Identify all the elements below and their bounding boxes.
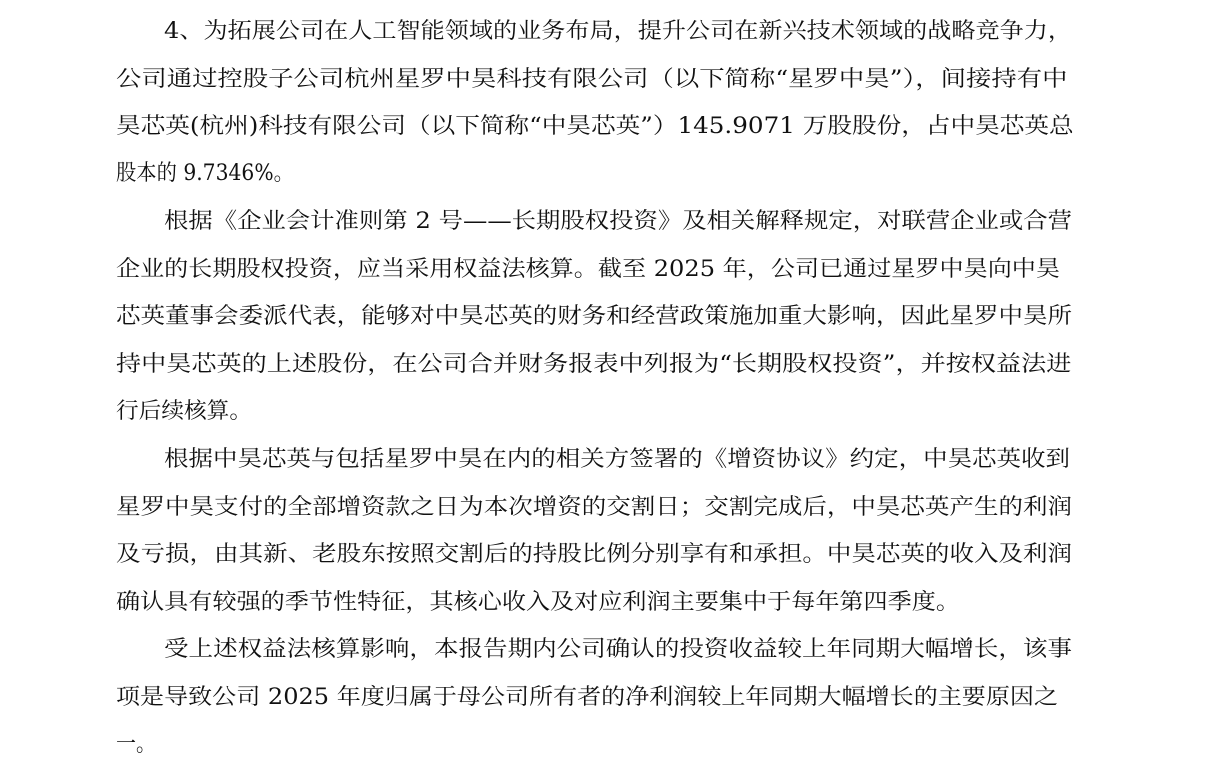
paragraph-3-line-4 [0,583,1207,623]
paragraph-3-line-4-text: 确认具有较强的季节性特征，其核心收入及对应利润主要集中于每年第四季度。 [116,590,961,615]
paragraph-4-line-1 [0,630,1207,670]
paragraph-3-line-1-text: 根据中昊芯英与包括星罗中昊在内的相关方签署的《增资协议》约定，中昊芯英收到 [164,447,1071,472]
paragraph-2-line-1 [0,202,1207,242]
paragraph-1-line-2 [0,60,1207,100]
paragraph-1-line-3 [0,107,1207,147]
paragraph-4-line-2 [0,678,1207,718]
paragraph-2-line-3-text: 芯英董事会委派代表，能够对中昊芯英的财务和经营政策施加重大影响，因此星罗中昊所 [116,304,1073,329]
paragraph-3-line-2 [0,488,1207,528]
paragraph-4-line-2-text: 项是导致公司 2025 年度归属于母公司所有者的净利润较上年同期大幅增长的主要原因之 [116,685,1058,710]
paragraph-2-line-2 [0,250,1207,290]
paragraph-1-line-1 [0,12,1207,52]
paragraph-2-line-2-text: 企业的长期股权投资，应当采用权益法核算。截至 2025 年，公司已通过星罗中昊向中昊 [116,257,1060,282]
paragraph-1-line-1-text: 4、为拓展公司在人工智能领域的业务布局，提升公司在新兴技术领域的战略竞争力， [164,19,1072,44]
paragraph-2-line-5 [0,392,1207,432]
paragraph-2-line-1-text: 根据《企业会计准则第 2 号——长期股权投资》及相关解释规定，对联营企业或合营 [164,209,1072,234]
paragraph-3-line-3 [0,535,1207,575]
paragraph-2-line-4-text: 持中昊芯英的上述股份，在公司合并财务报表中列报为“长期股权投资”，并按权益法进 [116,352,1072,377]
paragraph-3-line-2-text: 星罗中昊支付的全部增资款之日为本次增资的交割日；交割完成后，中昊芯英产生的利润 [116,495,1073,520]
paragraph-1-line-2-text: 公司通过控股子公司杭州星罗中昊科技有限公司（以下简称“星罗中昊”），间接持有中 [116,67,1068,92]
paragraph-1-line-3-text: 昊芯英(杭州)科技有限公司（以下简称“中昊芯英”）145.9071 万股股份，占中昊芯英总 [116,114,1074,139]
paragraph-2-line-5-text: 行后续核算。 [116,399,253,424]
paragraph-3-line-1 [0,440,1207,480]
paragraph-4-line-3 [0,725,1207,765]
paragraph-4-line-1-text: 受上述权益法核算影响，本报告期内公司确认的投资收益较上年同期大幅增长，该事 [164,637,1073,662]
paragraph-1-line-4 [0,154,1207,194]
paragraph-3-line-3-text: 及亏损，由其新、老股东按照交割后的持股比例分别享有和承担。中昊芯英的收入及利润 [116,542,1073,567]
paragraph-1-line-4-text: 股本的 9.7346%。 [116,161,294,186]
paragraph-2-line-4 [0,345,1207,385]
paragraph-4-line-3-text: 一。 [116,732,157,757]
paragraph-2-line-3 [0,297,1207,337]
